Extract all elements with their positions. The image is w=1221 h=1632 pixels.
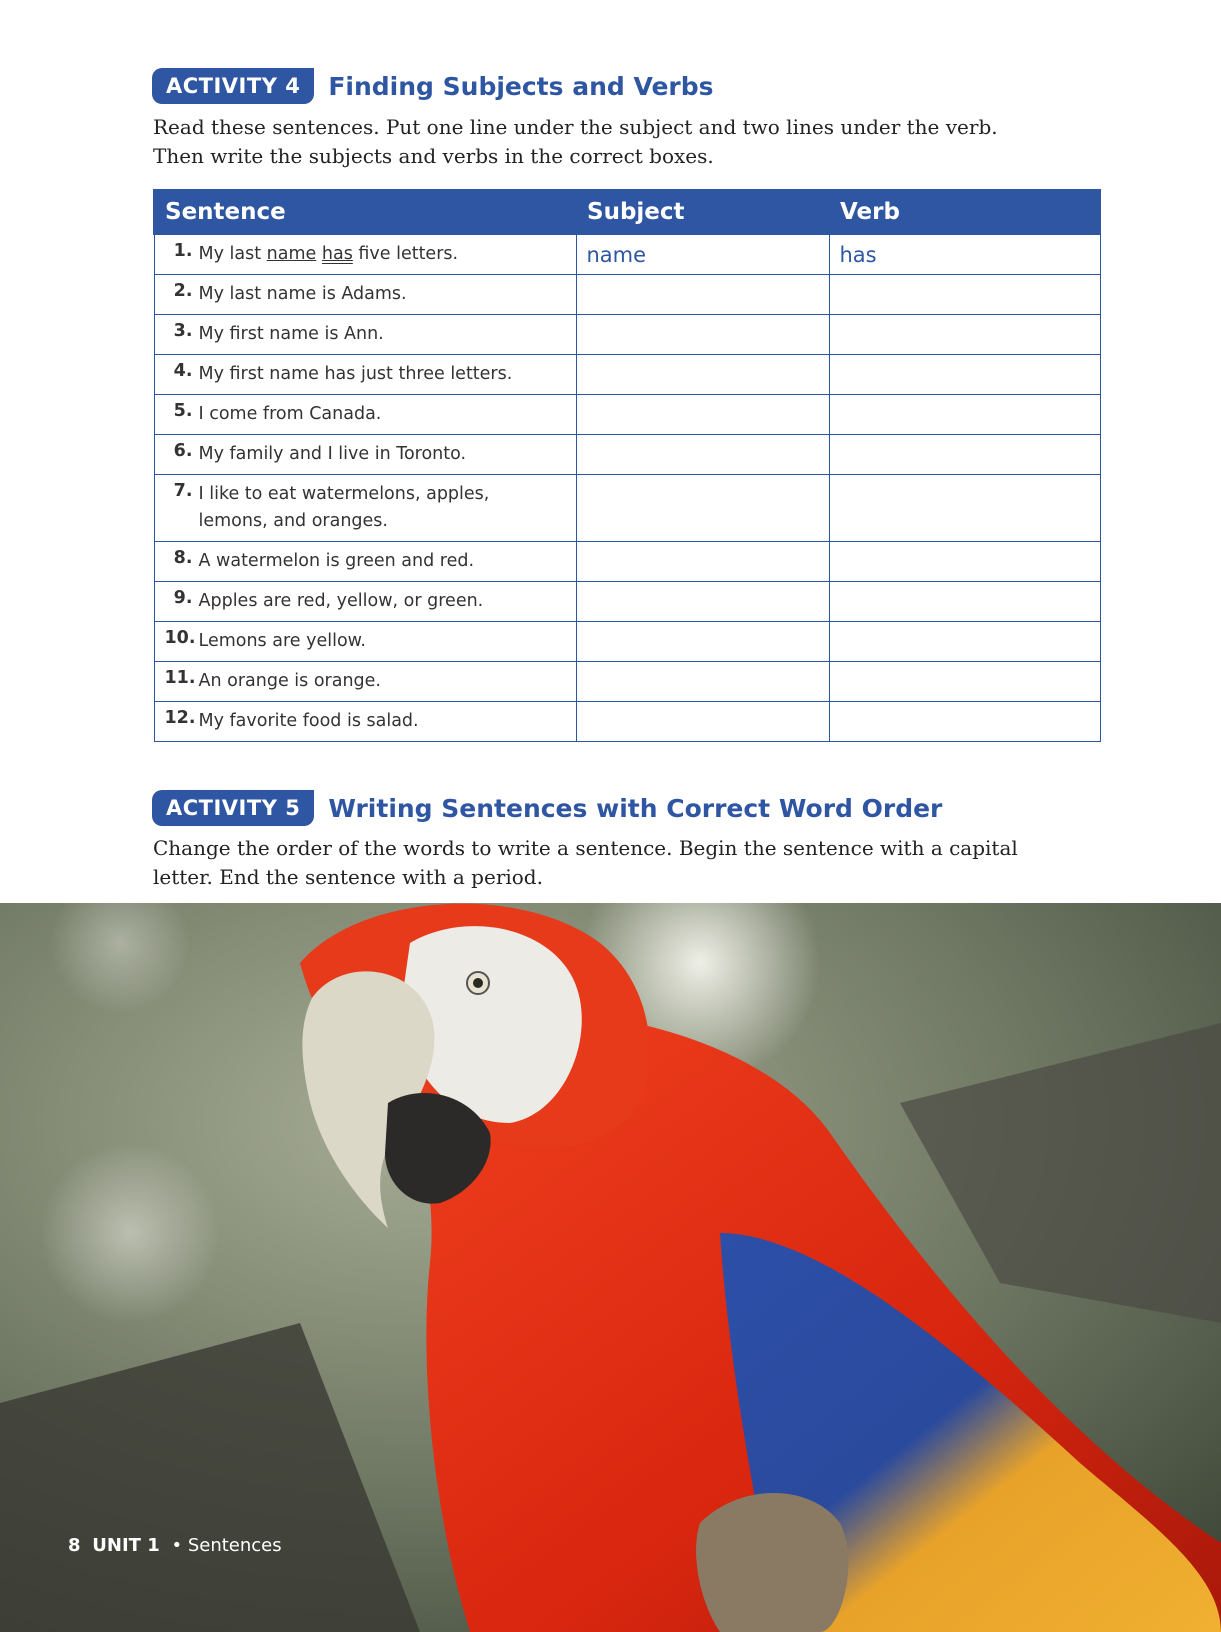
table-row xyxy=(154,542,1100,582)
verb-answer-cell xyxy=(829,234,1100,275)
sentence-column-header: Sentence xyxy=(154,190,576,234)
sentence-cell xyxy=(154,582,576,622)
activity-5-header xyxy=(152,790,942,826)
sentence-number: 2. xyxy=(173,281,193,301)
table-row xyxy=(154,582,1100,622)
subject-answer-cell[interactable] xyxy=(576,315,829,355)
subject-column-header: Subject xyxy=(576,190,829,234)
page-footer xyxy=(68,1535,282,1556)
sentence-cell xyxy=(154,315,576,355)
subject-answer-cell[interactable] xyxy=(576,622,829,662)
sentence-text: My first name has just three letters. xyxy=(198,364,513,384)
sentence-text: Lemons are yellow. xyxy=(198,631,366,651)
subject-answer-cell[interactable] xyxy=(576,702,829,742)
sentence-text: A watermelon is green and red. xyxy=(198,551,475,571)
table-header-row xyxy=(154,190,1100,234)
sentence-number: 3. xyxy=(173,321,193,341)
sentence-number: 10. xyxy=(164,628,196,648)
verb-answer-cell[interactable] xyxy=(829,542,1100,582)
verb-answer-cell[interactable] xyxy=(829,662,1100,702)
sentence-text xyxy=(199,241,459,268)
table-row xyxy=(154,435,1100,475)
verb-answer-cell[interactable] xyxy=(829,355,1100,395)
unit-label: UNIT 1 xyxy=(92,1535,160,1556)
table-row xyxy=(154,355,1100,395)
sentence-number: 1. xyxy=(173,241,193,261)
sentence-text: My first name is Ann. xyxy=(198,324,384,344)
subject-answer-cell[interactable] xyxy=(576,582,829,622)
sentence-text-part: My last xyxy=(198,244,267,264)
verb-answer-cell[interactable] xyxy=(829,435,1100,475)
verb-answer-cell[interactable] xyxy=(829,702,1100,742)
table-row xyxy=(154,315,1100,355)
subject-answer-cell[interactable] xyxy=(576,475,829,542)
subject-answer: name xyxy=(586,242,647,267)
sentence-number: 12. xyxy=(164,708,196,728)
sentence-text-part: five letters. xyxy=(352,244,459,264)
subject-answer-cell xyxy=(576,234,829,275)
sentence-number: 4. xyxy=(173,361,193,381)
sentence-cell xyxy=(154,702,576,742)
underlined-subject: name xyxy=(266,244,317,264)
sentence-cell xyxy=(154,234,576,275)
activity-4-badge: ACTIVITY 4 xyxy=(152,68,314,104)
sentence-cell xyxy=(154,355,576,395)
subject-answer-cell[interactable] xyxy=(576,662,829,702)
activity-4-instructions: Read these sentences. Put one line under the subject and two lines under the verb. Then write the subjects and verbs in the correct boxes. xyxy=(153,115,998,168)
subjects-verbs-table xyxy=(153,189,1101,742)
sentence-cell xyxy=(154,435,576,475)
sentence-text: My family and I live in Toronto. xyxy=(198,444,467,464)
footer-bullet: • xyxy=(171,1535,183,1556)
activity-5-instructions: Change the order of the words to write a sentence. Begin the sentence with a capital letter. End the sentence with a period. xyxy=(153,836,1018,889)
activity-4-header xyxy=(152,68,714,104)
table-row xyxy=(154,702,1100,742)
table-row xyxy=(154,622,1100,662)
table-row xyxy=(154,395,1100,435)
subject-answer-cell[interactable] xyxy=(576,435,829,475)
sentence-text: I come from Canada. xyxy=(198,404,382,424)
verb-column-header: Verb xyxy=(829,190,1100,234)
table-row xyxy=(154,662,1100,702)
sentence-text: My last name is Adams. xyxy=(198,284,407,304)
sentence-text: I like to eat watermelons, apples, lemons, and oranges. xyxy=(198,484,490,531)
sentence-cell xyxy=(154,275,576,315)
verb-answer-cell[interactable] xyxy=(829,582,1100,622)
verb-answer-cell[interactable] xyxy=(829,315,1100,355)
sentence-number: 5. xyxy=(173,401,193,421)
sentence-cell xyxy=(154,662,576,702)
macaw-illustration xyxy=(0,903,1221,1632)
macaw-talons xyxy=(696,1493,848,1632)
sentence-number: 7. xyxy=(173,481,193,501)
sentence-text: An orange is orange. xyxy=(198,671,381,691)
double-underlined-verb: has xyxy=(321,244,353,264)
subject-answer-cell[interactable] xyxy=(576,355,829,395)
verb-answer-cell[interactable] xyxy=(829,275,1100,315)
activity-5-title: Writing Sentences with Correct Word Order xyxy=(328,793,943,823)
activity-4-title: Finding Subjects and Verbs xyxy=(328,71,714,101)
verb-answer-cell[interactable] xyxy=(829,475,1100,542)
page-number: 8 xyxy=(68,1535,81,1556)
subject-answer-cell[interactable] xyxy=(576,395,829,435)
sentence-number: 8. xyxy=(173,548,193,568)
table-row xyxy=(154,475,1100,542)
sentence-cell xyxy=(154,622,576,662)
sentence-text: Apples are red, yellow, or green. xyxy=(198,591,484,611)
subject-answer-cell[interactable] xyxy=(576,275,829,315)
activity-5-badge: ACTIVITY 5 xyxy=(152,790,314,826)
sentence-text: My favorite food is salad. xyxy=(198,711,419,731)
sentence-cell xyxy=(154,395,576,435)
section-label: Sentences xyxy=(187,1535,282,1556)
sentence-number: 11. xyxy=(164,668,196,688)
bokeh-light xyxy=(40,1143,220,1323)
subject-answer-cell[interactable] xyxy=(576,542,829,582)
sentence-cell xyxy=(154,542,576,582)
macaw-photo xyxy=(0,903,1221,1632)
verb-answer: has xyxy=(839,242,877,267)
table-row xyxy=(154,275,1100,315)
verb-answer-cell[interactable] xyxy=(829,395,1100,435)
verb-answer-cell[interactable] xyxy=(829,622,1100,662)
sentence-number: 6. xyxy=(173,441,193,461)
macaw-pupil xyxy=(473,978,483,988)
sentence-cell xyxy=(154,475,576,542)
sentence-number: 9. xyxy=(173,588,193,608)
table-row-example xyxy=(154,234,1100,275)
